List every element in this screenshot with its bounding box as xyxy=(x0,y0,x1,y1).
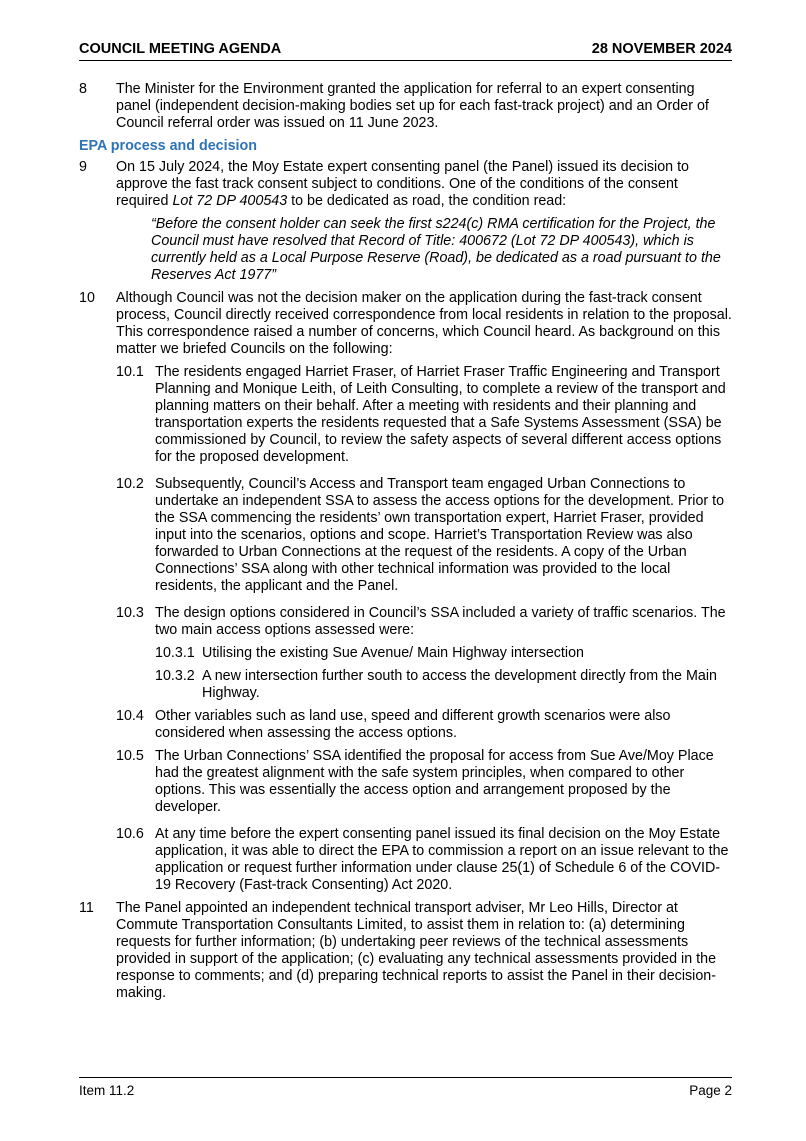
paragraph-10-4 xyxy=(79,708,732,742)
paragraph-10-1 xyxy=(79,364,732,466)
paragraph-10-5 xyxy=(79,748,732,816)
page-footer xyxy=(79,1082,732,1099)
paragraph-number: 10.1 xyxy=(116,364,144,380)
paragraph-text: Although Council was not the decision maker on the application during the fast-track consent process, Council directly received correspondence from local residents in relation to the proposal. This correspondence raised a number of concerns, which Council heard. As background on this matter we briefed Councils on the following: xyxy=(116,290,732,357)
paragraph-text: A new intersection further south to access the development directly from the Main Highway. xyxy=(202,668,717,701)
paragraph-text: The Panel appointed an independent technical transport adviser, Mr Leo Hills, Director at Commute Transportation Consultants Limited, to assist them in relation to: (a) determining requests for further information; (b) undertaking peer reviews of the technical assessments provided in support of the application; (c) evaluating any technical assessments provided in the response to comments; and (d) preparing technical reports to assist the Panel in their decision-making. xyxy=(116,900,717,1001)
paragraph-text: Utilising the existing Sue Avenue/ Main Highway intersection xyxy=(202,645,584,661)
paragraph-number: 10.3.1 xyxy=(155,645,195,661)
paragraph-text: Subsequently, Council’s Access and Transport team engaged Urban Connections to undertake an independent SSA to assess the access options for the development. Prior to the SSA commencing the residents’ own transportation expert, Harriet Fraser, provided input into the scenarios, options and scope. Harriet’s Transportation Review was also forwarded to Urban Connections at the request of the residents. A copy of the Urban Connections’ SSA along with other technical information was provided to the local residents, the applicant and the Panel. xyxy=(155,476,725,594)
paragraph-text: The Urban Connections’ SSA identified the proposal for access from Sue Ave/Moy Place had the greatest alignment with the safe system principles, when compared to other options. This was essentially the access option and arrangement proposed by the developer. xyxy=(155,748,714,815)
lot-reference: Lot 72 DP 400543 xyxy=(172,193,288,209)
paragraph-10-3 xyxy=(79,605,732,639)
paragraph-number: 8 xyxy=(79,81,87,97)
paragraph-number: 10 xyxy=(79,290,95,306)
condition-quote: “Before the consent holder can seek the first s224(c) RMA certification for the Project, the Council must have resolved that Record of Title: 400672 (Lot 72 DP 400543), which is currently held as a Local Purpose Reserve (Road), be dedicated as a road pursuant to the Reserves Act 1977” xyxy=(151,216,721,283)
footer-item-label: Item 11.2 xyxy=(79,1083,135,1098)
paragraph-text: Other variables such as land use, speed and different growth scenarios were also considered when assessing the access options. xyxy=(155,708,671,741)
page-header xyxy=(79,41,732,58)
paragraph-text: The Minister for the Environment granted the application for referral to an expert consenting panel (independent decision-making bodies set up for each fast-track project) and an Order of Council referral order was issued on 11 June 2023. xyxy=(116,81,709,131)
paragraph-10 xyxy=(79,290,732,358)
footer-page-number: Page 2 xyxy=(689,1083,732,1098)
paragraph-text-end: to be dedicated as road, the condition read: xyxy=(287,193,567,209)
paragraph-number: 10.5 xyxy=(116,748,144,764)
footer-rule xyxy=(79,1077,732,1078)
paragraph-text: On 15 July 2024, the Moy Estate expert consenting panel (the Panel) issued its decision to approve the fast track consent subject to conditions. One of the conditions of the consent required xyxy=(116,159,690,209)
paragraph-number: 9 xyxy=(79,159,87,175)
paragraph-10-6 xyxy=(79,826,732,894)
paragraph-number: 10.4 xyxy=(116,708,144,724)
paragraph-number: 11 xyxy=(79,900,94,916)
document-body xyxy=(79,81,732,1008)
paragraph-10-3-1 xyxy=(79,645,732,662)
paragraph-number: 10.6 xyxy=(116,826,144,842)
paragraph-11 xyxy=(79,900,732,1002)
paragraph-number: 10.3 xyxy=(116,605,144,621)
paragraph-8 xyxy=(79,81,732,132)
header-date: 28 NOVEMBER 2024 xyxy=(591,41,732,57)
header-rule xyxy=(79,60,732,61)
paragraph-number: 10.3.2 xyxy=(155,668,195,684)
section-heading: EPA process and decision xyxy=(79,138,257,154)
header-title: COUNCIL MEETING AGENDA xyxy=(79,41,282,57)
paragraph-9 xyxy=(79,159,732,210)
paragraph-text: At any time before the expert consenting panel issued its final decision on the Moy Estate application, it was able to direct the EPA to commission a report on an issue relevant to the application or request further information under clause 25(1) of Schedule 6 of the COVID-19 Recovery (Fast-track Consenting) Act 2020. xyxy=(155,826,729,893)
paragraph-number: 10.2 xyxy=(116,476,144,492)
paragraph-text: The design options considered in Council’s SSA included a variety of traffic scenarios. The two main access options assessed were: xyxy=(155,605,726,638)
paragraph-text: The residents engaged Harriet Fraser, of Harriet Fraser Traffic Engineering and Transport Planning and Monique Leith, of Leith Consulting, to complete a review of the transport and planning matters on their behalf. After a meeting with residents and their planning and transportation experts the residents requested that a Safe Systems Assessment (SSA) be commissioned by Council, to review the safety aspects of several different access options for the proposed development. xyxy=(155,364,726,465)
paragraph-10-2 xyxy=(79,476,732,595)
paragraph-10-3-2 xyxy=(79,668,732,702)
